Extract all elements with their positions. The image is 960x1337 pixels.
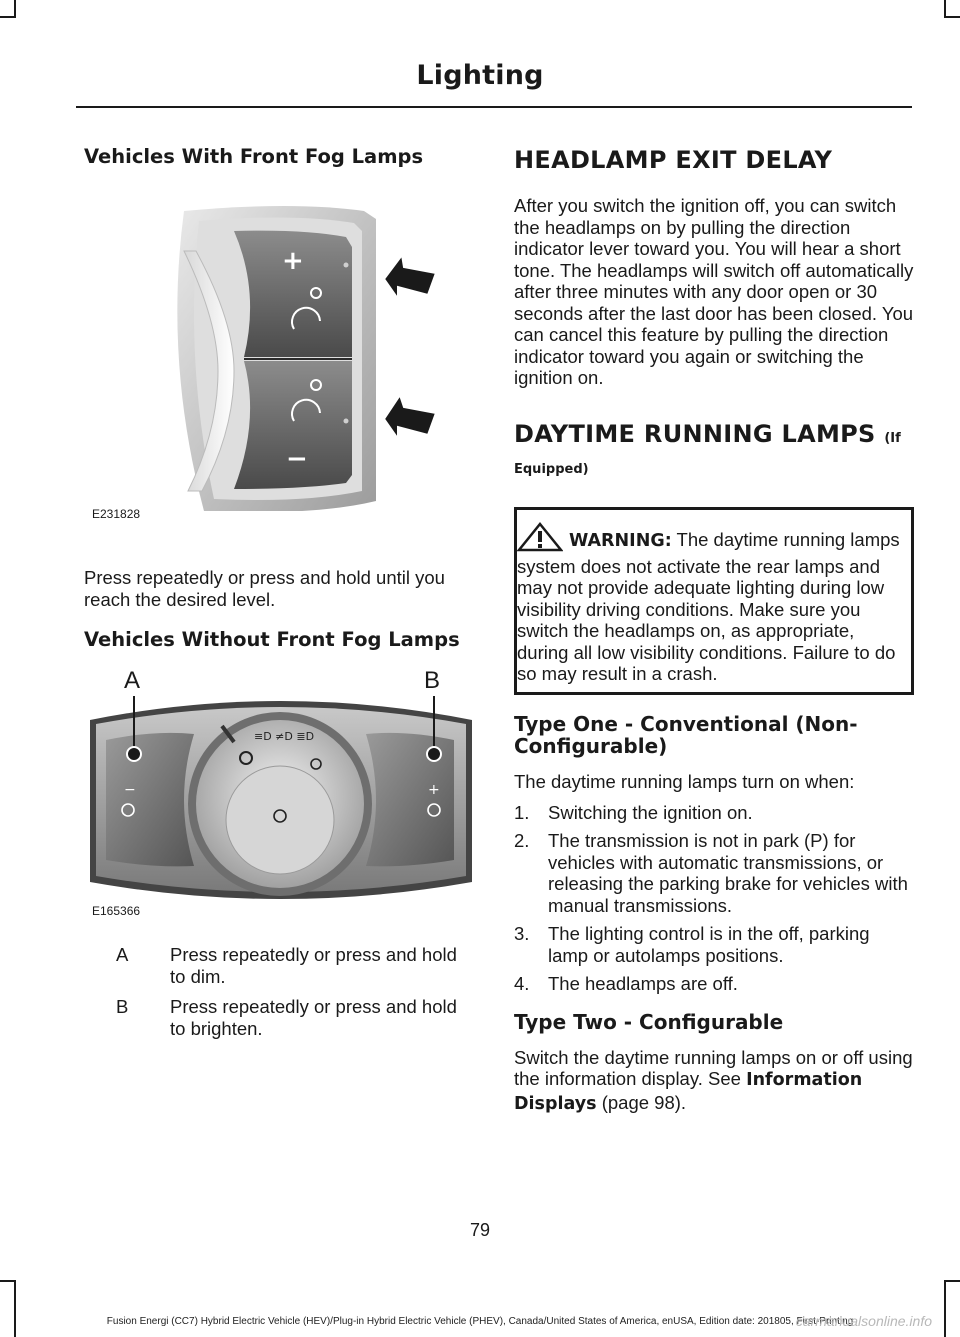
warning-paragraph xyxy=(517,522,901,685)
type-two-heading: Type Two - Configurable xyxy=(514,1009,784,1034)
figure-code: E231828 xyxy=(92,507,141,521)
list-item xyxy=(514,923,914,966)
type-two-body: Switch the daytime running lamps on or off using the information display. See xyxy=(514,1046,913,1090)
fog-instruction: Press repeatedly or press and hold until you reach the desired level. xyxy=(84,567,445,610)
svg-text:−: − xyxy=(286,444,308,474)
information-displays-link[interactable]: Information Displays xyxy=(514,1070,863,1114)
list-text: The lighting control is in the off, parking lamp or autolamps positions. xyxy=(548,923,870,966)
list-item xyxy=(514,973,914,995)
list-number: 2. xyxy=(514,830,530,852)
list-number: 4. xyxy=(514,973,530,995)
header-rule xyxy=(76,106,912,108)
type-two-text xyxy=(514,1047,914,1116)
list-number: 3. xyxy=(514,923,530,945)
drl-heading-main: DAYTIME RUNNING LAMPS xyxy=(514,419,876,448)
warning-label: WARNING: xyxy=(569,530,672,551)
fog-switch-illustration xyxy=(84,171,476,511)
legend-row xyxy=(84,996,476,1039)
page-title: Lighting xyxy=(416,60,544,91)
drl-conditions-list xyxy=(514,802,914,995)
figure-headlamp-control xyxy=(84,660,476,926)
callout-b: B xyxy=(424,667,441,694)
crop-mark-bottom-left-h xyxy=(0,1280,16,1282)
crop-mark-bottom-right-v xyxy=(944,1280,946,1337)
legend-key: A xyxy=(116,944,129,965)
legend-key: B xyxy=(116,996,129,1017)
crop-mark-bottom-left-v xyxy=(14,1280,16,1337)
list-text: The headlamps are off. xyxy=(548,973,738,995)
crop-mark-top-right-h xyxy=(944,16,960,18)
type-one-intro: The daytime running lamps turn on when: xyxy=(514,771,855,793)
svg-text:−: − xyxy=(124,782,136,798)
list-text: Switching the ignition on. xyxy=(548,801,753,823)
list-item xyxy=(514,802,914,824)
nofog-heading: Vehicles Without Front Fog Lamps xyxy=(84,628,460,651)
crop-mark-top-left-h xyxy=(0,16,16,18)
drl-heading-suffix: (If xyxy=(884,430,901,446)
legend-description: Press repeatedly or press and hold to brighten. xyxy=(170,996,457,1039)
page-footer: Fusion Energi (CC7) Hybrid Electric Vehicle (HEV)/Plug-in Hybrid Electric Vehicle (PHEV), Canada/United States of America, enUSA, Edition date: 201805, First-Printing xyxy=(106,1316,854,1327)
exit-delay-heading: HEADLAMP EXIT DELAY xyxy=(514,146,833,174)
warning-box xyxy=(514,507,914,696)
legend-row xyxy=(84,944,476,987)
drl-heading-suffix-line2: Equipped) xyxy=(514,461,589,477)
right-column xyxy=(514,145,914,1115)
figure-fog-switch xyxy=(84,171,476,521)
warning-text: The daytime running lamps system does not activate the rear lamps and may not provide adequate lighting during low visibility driving conditions. Make sure you switch the headlamps on, as appropriate, during all low visibility conditions. Failure to do so may result in a crash. xyxy=(517,528,900,684)
drl-heading xyxy=(514,419,914,454)
svg-text:≡D ≠D ≣D: ≡D ≠D ≣D xyxy=(254,730,315,743)
warning-triangle-icon xyxy=(517,522,563,556)
page-number: 79 xyxy=(469,1220,491,1240)
legend-description: Press repeatedly or press and hold to dim. xyxy=(170,944,457,987)
type-two-page-ref: (page 98). xyxy=(601,1091,687,1113)
callout-a: A xyxy=(124,667,141,694)
crop-mark-bottom-right-h xyxy=(944,1280,960,1282)
type-one-heading: Type One - Conventional (Non-Configurable) xyxy=(514,712,858,759)
svg-text:+: + xyxy=(428,782,440,798)
figure-code: E165366 xyxy=(92,904,141,918)
fog-heading: Vehicles With Front Fog Lamps xyxy=(84,145,424,168)
list-item xyxy=(514,830,914,916)
svg-text:+: + xyxy=(282,246,304,276)
headlamp-control-illustration xyxy=(84,660,476,926)
left-column xyxy=(84,145,476,1048)
watermark: carmanualsonline.info xyxy=(795,1313,932,1329)
figure-legend xyxy=(84,944,476,1039)
list-text: The transmission is not in park (P) for vehicles with automatic transmissions, or releasing the parking brake for vehicles with manual transmissions. xyxy=(548,830,908,916)
exit-delay-text: After you switch the ignition off, you can switch the headlamps on by pulling the direction indicator lever toward you. You will hear a short tone. The headlamps will switch off automatically after three minutes with any door open or 30 seconds after the last door has been closed. You can cancel this feature by pulling the direction indicator toward you again or switching the ignition on. xyxy=(514,195,914,388)
list-number: 1. xyxy=(514,801,530,823)
